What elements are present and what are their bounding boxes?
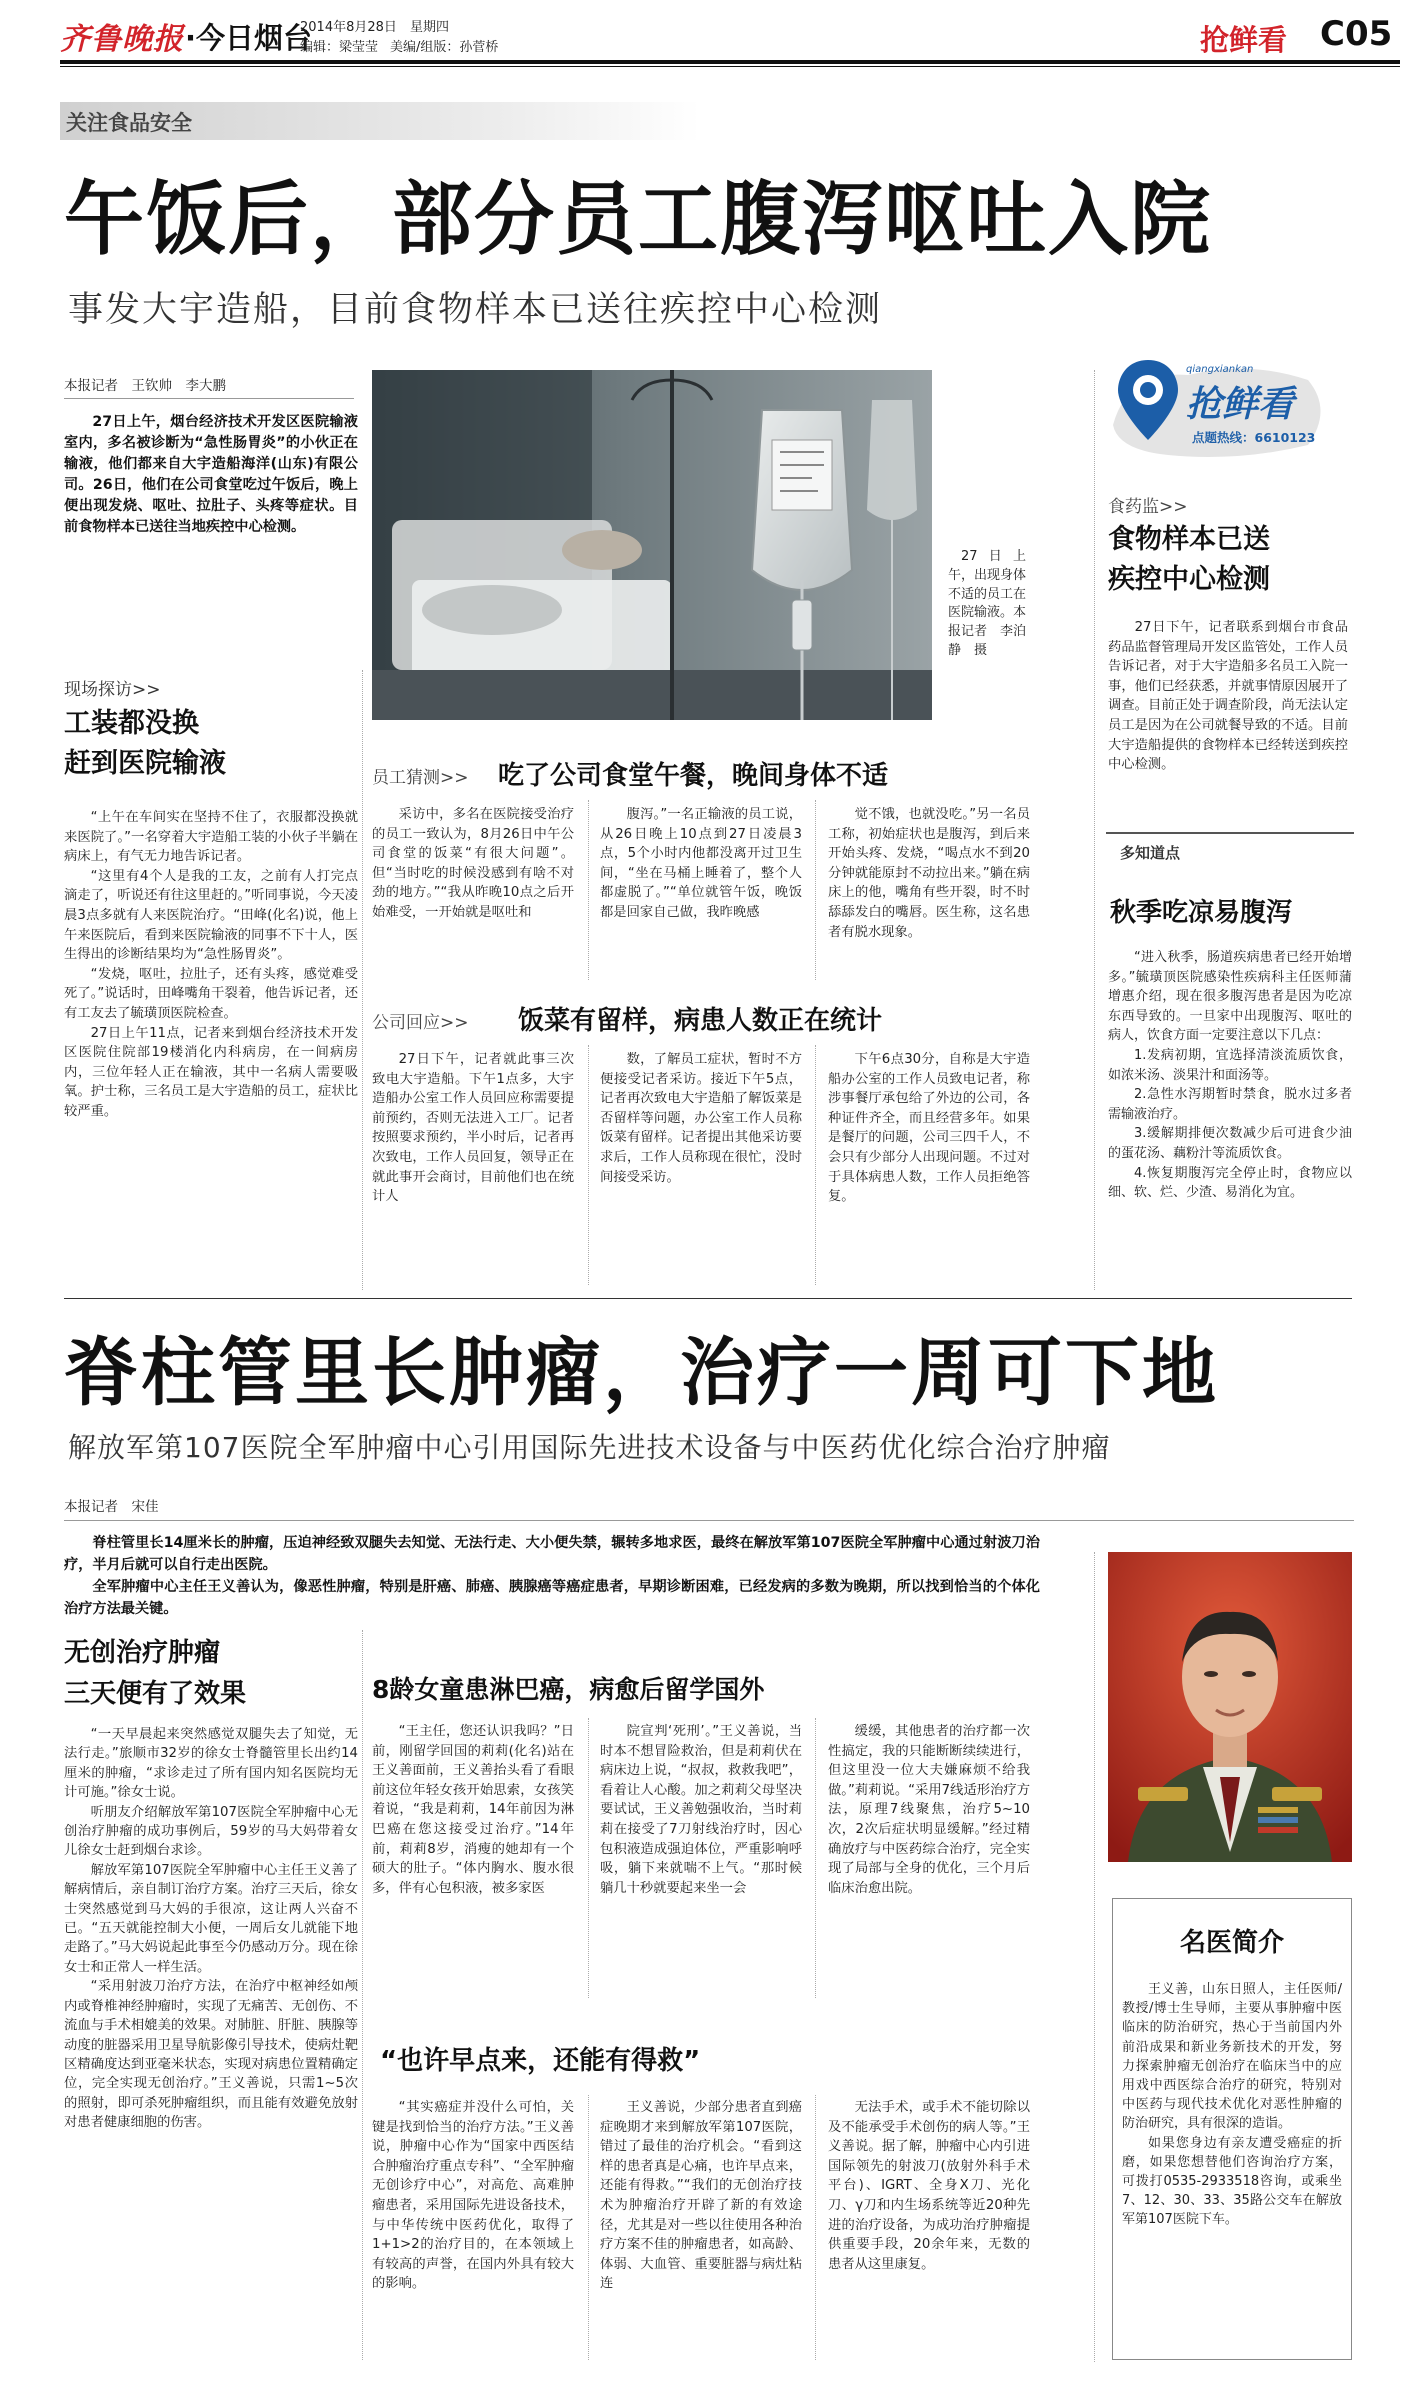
paragraph: 王义善，山东日照人，主任医师/教授/博士生导师，主要从事肿瘤中医临床的防治研究，热心于当前国内外前沿成果和新业务新技术的开发，努力探索肿瘤无创治疗在临床当中的应用戏中西医综合治疗的研究，特别对中医药与现代技术优化对恶性肿瘤的防治研究，具有很深的造诣。 [1122,1982,1342,2132]
paragraph: “一天早晨起来突然感觉双腿失去了知觉，无法行走。”旅顺市32岁的徐女士脊髓管里长出约14厘米的肿瘤，“求诊走过了所有国内知名医院均无计可施。”徐女士说。 [64,1727,358,1801]
doctor-profile-body [1122,1980,1342,2230]
paragraph: 全军肿瘤中心主任王义善认为，像恶性肿瘤，特别是肝癌、肺癌、胰腺癌等癌症患者，早期诊断困难，已经发病的多数为晚期，所以找到恰当的个体化治疗方法最关键。 [64,1579,1040,1617]
column-divider [1094,1552,1095,2362]
paragraph: 无法手术，或手术不能切除以及不能承受手术创伤的病人等。”王义善说。据了解，肿瘤中心内引进国际领先的射波刀(放射外科手术平台)、IGRT、全身X刀、光化刀、γ刀和内生场系统等近20种先进的治疗设备，为成功治疗肿瘤提供重要手段，20余年来，无数的患者从这里康复。 [828,2100,1030,2272]
designer-credit: 美编/组版：孙菅桥 [390,40,499,55]
paragraph: 王义善说，少部分患者直到癌症晚期才来到解放军第107医院，错过了最佳的治疗机会。“看到这样的患者真是心痛，也许早点来，还能有得救。”“我们的无创治疗技术为肿瘤治疗开辟了新的有效途径，尤其是对一些以往使用各种治疗方案不佳的肿瘤患者，如高龄、体弱、大血管、重要脏器与病灶粘连 [600,2100,802,2292]
paragraph: “发烧，呕吐，拉肚子，还有头疼，感觉难受死了。”说话时，田峰嘴角干裂着，他告诉记者，还有工友去了毓璜顶医院检查。 [64,966,358,1021]
paragraph: 缓缓，其他患者的治疗都一次性搞定，我的只能断断续续进行，但这里没一位大夫嫌麻烦不给我做。”莉莉说。“采用7线适形治疗方法，原理7线聚焦，治疗5~10次，2次后症状明显缓解。”经过精确放疗与中医药综合治疗，完全实现了局部与全身的优化，三个月后临床治愈出院。 [828,1724,1030,1896]
section-live-visit-tag [64,675,161,700]
earlier-treatment-title: “也许早点来，还能有得救” [380,2046,701,2076]
paragraph: 解放军第107医院全军肿瘤中心主任王义善了解病情后，亲自制订治疗方案。治疗三天后，徐女士突然感觉到马大妈的手很凉，这让两人兴奋不已。“五天就能控制大小便，一周后女儿就能下地走路了。”马大妈说起此事至今仍感动万分。现在徐女士和正常人一样生活。 [64,1862,358,1975]
doctor-portrait-illustration [1108,1552,1352,1862]
girl-lymphoma-title: 8龄女童患淋巴癌，病愈后留学国外 [372,1675,765,1704]
earlier-treatment-col3 [828,2098,1030,2274]
paragraph: “采用射波刀治疗方法，在治疗中枢神经如颅内或脊椎神经肿瘤时，实现了无痛苦、无创伤、不流血与手术相媲美的效果。对肺脏、肝脏、胰腺等动度的脏器采用卫星导航影像引导技术，使病灶靶区精确度达到亚毫米状态，实现对病患位置精确定位，完全实现无创治疗。”王义善说，只需1~5次的照射，即可杀死肿瘤组织，而且能有效避免放射对患者健康细胞的伤害。 [64,1979,358,2131]
masthead-rule [60,60,1400,64]
story2-subhead: 解放军第107医院全军肿瘤中心引用国际先进技术设备与中医药优化综合治疗肿瘤 [68,1431,1111,1464]
doctor-profile-title: 名医简介 [1180,1928,1285,1958]
paragraph: “这里有4个人是我的工友，之前有人打完点滴走了，听说还有往这里赶的。”听同事说，今天凌晨3点多就有人来医院治疗。“田峰(化名)说，他上午来医院后，看到来医院输液的同事不下十人，医生得出的诊断结果均为“急性肠胃炎”。 [64,868,358,963]
column-divider [362,1630,363,2360]
photo-caption [948,548,1026,661]
paragraph: 27日下午，记者联系到烟台市食品药品监督管理局开发区监管处，工作人员告诉记者，对于大宇造船多名员工入院一事，他们已经获悉，并就事情原因展开了调查。目前正处于调查阶段，尚无法认定员工是因为在公司就餐导致的不适。目前大宇造船提供的食物样本已经转送到疾控中心检测。 [1108,620,1348,773]
food-watch-tag: 食药监>> [1108,497,1188,517]
column-divider [588,800,589,980]
story2-lead [64,1532,1040,1620]
company-response-title: 饭菜有留样，病患人数正在统计 [518,1006,883,1036]
story2-headline: 脊柱管里长肿瘤，治疗一周可下地 [64,1330,1219,1416]
live-visit-title-2: 赶到医院输液 [64,748,226,779]
story1-subhead: 事发大宇造船，目前食物样本已送往疾控中心检测 [68,290,883,330]
girl-lymphoma-col3 [828,1722,1030,1898]
earlier-treatment-col1 [372,2098,574,2294]
issue-weekday: 星期四 [410,20,450,35]
paragraph: 听朋友介绍解放军第107医院全军肿瘤中心无创治疗肿瘤的成功事例后，59岁的马大妈带着女儿徐女士赶到烟台求诊。 [64,1804,358,1859]
paper-name: 齐鲁晚报 [60,22,184,57]
byline-rule [64,398,354,399]
story1-headline: 午饭后，部分员工腹泻呕吐入院 [64,173,1212,266]
column-divider [588,1718,589,1998]
food-watch-title-1: 食物样本已送 [1108,524,1270,555]
story1-lead [64,412,358,538]
paragraph: 脊柱管里长14厘米长的肿瘤，压迫神经致双腿失去知觉、无法行走、大小便失禁，辗转多地求医，最终在解放军第107医院全军肿瘤中心通过射波刀治疗，半月后就可以自行走出医院。 [64,1535,1040,1573]
food-watch-title-2: 疾控中心检测 [1108,564,1270,595]
story2-byline: 本报记者 宋佳 [64,1499,159,1515]
column-divider [815,2095,816,2360]
tips-item: 2.急性水泻期暂时禁食，脱水过多者需输液治疗。 [1108,1087,1352,1122]
employee-guess-col3 [828,805,1030,942]
hotline-number: 点题热线：6610123 [1192,430,1316,445]
masthead [0,0,1417,62]
topic-banner-label: 关注食品安全 [66,111,192,135]
story1-byline: 本报记者 王钦帅 李大鹏 [64,378,226,394]
page-number: C05 [1320,14,1393,54]
paragraph: “王主任，您还认识我吗？”日前，刚留学回国的莉莉(化名)站在王义善面前，王义善抬头看了看眼前这位年轻女孩开始思索，女孩笑着说，“我是莉莉，14年前因为淋巴癌在您这接受过治疗。”14年前，莉莉8岁，消瘦的她却有一个硕大的肚子。“体内胸水、腹水很多，伴有心包积液，被多家医 [372,1724,574,1896]
story1-lead-text: 27日上午，烟台经济技术开发区医院输液室内，多名被诊断为“急性肠胃炎”的小伙正在输液，他们都来自大宇造船海洋(山东)有限公司。26日，他们在公司食堂吃过午饭后，晚上便出现发烧、呕吐、拉肚子、头疼等症状。目前食物样本已送往当地疾控中心检测。 [64,414,358,535]
live-visit-body [64,808,358,1122]
company-response-col1 [372,1050,574,1207]
company-response-tag: 公司回应>> [372,1013,469,1033]
hotline-logo-title: 抢鲜看 [1186,384,1295,425]
section-name: ·今日烟台 [185,21,313,55]
paragraph: 采访中，多名在医院接受治疗的员工一致认为，8月26日中午公司食堂的饭菜“有很大问题”。但“当时吃的时候没感到有啥不对劲的地方。”“我从昨晚10点之后开始难受，一开始就是呕吐和 [372,807,574,920]
tips-body [1108,948,1352,1203]
earlier-treatment-col2 [600,2098,802,2294]
column-divider [588,1045,589,1285]
issue-date: 2014年8月28日 [300,20,397,35]
hospital-infusion-illustration [372,370,932,720]
paragraph: 院宣判‘死刑’。”王义善说，当时本不想冒险救治，但是莉莉伏在病床边上说，“叔叔，救救我吧”，看着让人心酸。加之莉莉父母坚决要试试，王义善勉强收治，当时莉莉在接受了7刀射线治疗时，因心包积液造成强迫体位，严重影响呼吸，躺下来就喘不上气。“那时候躺几十秒就要起来坐一会 [600,1724,802,1896]
employee-guess-tag: 员工猜测>> [372,768,469,788]
tips-item: 1.发病初期，宜选择清淡流质饮食，如浓米汤、淡果汁和面汤等。 [1108,1047,1352,1083]
noninvasive-body [64,1725,358,2133]
paragraph: “上午在车间实在坚持不住了，衣服都没换就来医院了。”一名穿着大宇造船工装的小伙子半躺在病床上，有气无力地告诉记者。 [64,810,358,865]
masthead-rule-thin [60,66,1400,67]
food-watch-body [1108,618,1348,775]
editor-credit: 编辑：梁莹莹 [300,40,379,55]
column-divider [1094,370,1095,1290]
hospital-infusion-photo [372,370,932,720]
column-divider [815,1718,816,1998]
doctor-portrait [1108,1552,1352,1862]
tips-item: 4.恢复期腹泻完全停止时，食物应以细、软、烂、少渣、易消化为宜。 [1108,1165,1352,1201]
tips-title: 秋季吃凉易腹泻 [1110,898,1293,928]
company-response-col3 [828,1050,1030,1207]
girl-lymphoma-col1 [372,1722,574,1898]
paragraph: 下午6点30分，自称是大宇造船办公室的工作人员致电记者，称涉事餐厅承包给了外边的公司，各种证件齐全，而且经营多年。如果是餐厅的问题，公司三四千人，不会只有少部分人出现问题。不过对于具体病患人数，工作人员拒绝答复。 [828,1052,1030,1205]
byline-rule [64,1520,1354,1521]
story-separator [64,1298,1352,1299]
employee-guess-col2 [600,805,802,923]
column-tag: 抢鲜看 [1200,23,1288,57]
paragraph: “其实癌症并没什么可怕，关键是找到恰当的治疗方法。”王义善说，肿瘤中心作为“国家中西医结合肿瘤治疗重点专科”、“全军肿瘤无创诊疗中心”，对高危、高难肿瘤患者，采用国际先进设备技术，与中华传统中医药优化，取得了1+1>2的治疗目的，在本领域上有较高的声誉，在国内外具有较大的影响。 [372,2100,574,2292]
employee-guess-col1 [372,805,574,923]
column-divider [362,670,363,1290]
hotline-logo [1108,350,1338,465]
paragraph: 27日上午11点，记者来到烟台经济技术开发区医院住院部19楼消化内科病房，在一间病房内，三位年轻人正在输液，其中一名病人需要吸氧。护士称，三名员工是大宇造船的员工，症状比较严重。 [64,1025,358,1119]
paragraph: “进入秋季，肠道疾病患者已经开始增多。”毓璜顶医院感染性疾病科主任医师蒲增惠介绍，现在很多腹泻患者是因为吃凉东西导致的。一旦家中出现腹泻、呕吐的病人，饮食方面一定要注意以下几点： [1108,950,1352,1044]
employee-guess-title: 吃了公司食堂午餐，晚间身体不适 [498,761,889,791]
column-divider [588,2095,589,2360]
noninvasive-title-1: 无创治疗肿瘤 [64,1638,221,1668]
paragraph: 数，了解员工症状，暂时不方便接受记者采访。接近下午5点，记者再次致电大宇造船了解饭菜是否留样等问题，办公室工作人员称饭菜有留样。记者提出其他采访要求后，工作人员称现在很忙，没时间接受采访。 [600,1052,802,1185]
tips-tag: 多知道点 [1120,844,1181,862]
live-visit-tag-text: 现场探访>> [64,680,161,700]
tips-item: 3.缓解期排便次数减少后可进食少油的蛋花汤、藕粉汁等流质饮食。 [1108,1126,1352,1161]
column-divider [815,800,816,980]
paragraph: 如果您身边有亲友遭受癌症的折磨，如果您想替他们咨询治疗方案，可拨打0535-2933518咨询，或乘坐7、12、30、33、35路公交车在解放军第107医院下车。 [1122,2135,1342,2228]
column-divider [815,1045,816,1285]
paragraph: 觉不饿，也就没吃。”另一名员工称，初始症状也是腹泻，到后来开始头疼、发烧，“喝点水不到20分钟就能原封不动拉出来。”躺在病床上的他，嘴角有些开裂，时不时舔舔发白的嘴唇。医生称，这名患者有脱水现象。 [828,807,1030,940]
noninvasive-title-2: 三天便有了效果 [64,1679,247,1709]
hotline-logo-pinyin: qiangxiankan [1186,364,1254,375]
photo-caption-text: 27日上午，出现身体不适的员工在医院输液。本报记者 李泊静 摄 [948,549,1027,658]
live-visit-title-1: 工装都没换 [64,708,199,739]
paragraph: 腹泻。”一名正输液的员工说，从26日晚上10点到27日凌晨3点，5个小时内他都没离开过卫生间，“坐在马桶上睡着了，整个人都虚脱了。”“单位就管午饭，晚饭都是回家自己做，我昨晚感 [600,807,802,920]
paragraph: 27日下午，记者就此事三次致电大宇造船。下午1点多，大宇造船办公室工作人员回应称需要提前预约，否则无法进入工厂。记者按照要求预约，半小时后，记者再次致电，工作人员回复，领导正在就此事开会商讨，目前他们也在统计人 [372,1052,574,1205]
company-response-col2 [600,1050,802,1187]
girl-lymphoma-col2 [600,1722,802,1898]
